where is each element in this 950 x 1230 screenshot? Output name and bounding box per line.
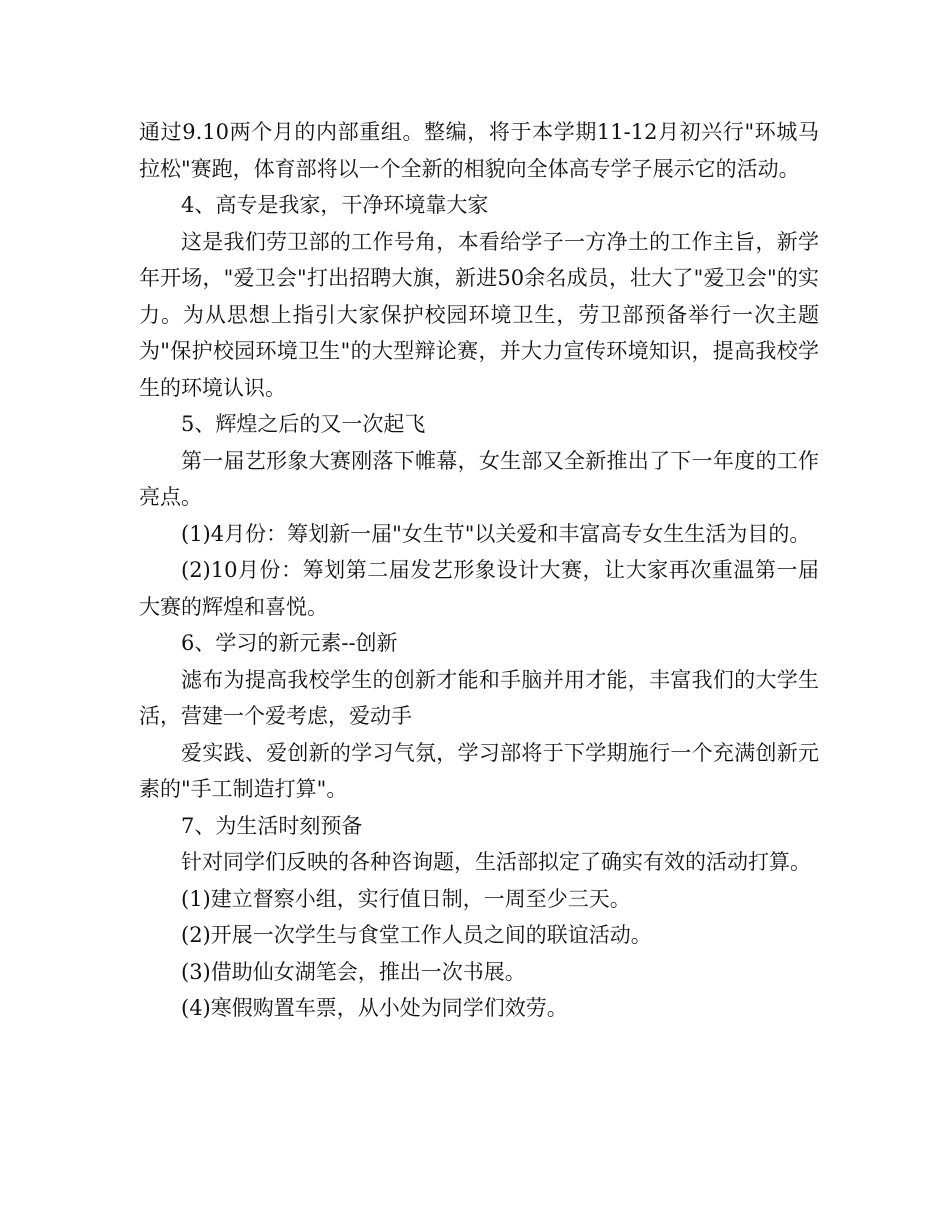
list-item: (3)借助仙女湖笔会，推出一次书展。 (181, 959, 526, 984)
list-item: (1)建立督察小组，实行值日制，一周至少三天。 (181, 886, 631, 911)
paragraph: 通过9.10两个月的内部重组。整编，将于本学期11-12月初兴行"环城马拉松"赛跑，体育部将以一个全新的相貌向全体高专学子展示它的活动。 (139, 120, 819, 181)
section-heading-4: 4、高专是我家，干净环境靠大家 (181, 193, 489, 217)
paragraph: 滤布为提高我校学生的创新才能和手脑并用才能，丰富我们的大学生活，营建一个爱考虑，爱动手 (139, 667, 819, 728)
section-heading-7: 7、为生活时刻预备 (181, 813, 363, 838)
list-item: (2)10月份：筹划第二届发艺形象设计大赛，让大家再次重温第一届大赛的辉煌和喜悦。 (139, 558, 819, 619)
list-item: (2)开展一次学生与食堂工作人员之间的联谊活动。 (181, 923, 652, 947)
section-heading-6: 6、学习的新元素--创新 (181, 631, 398, 655)
paragraph: 第一届艺形象大赛刚落下帷幕，女生部又全新推出了下一年度的工作亮点。 (139, 448, 819, 509)
paragraph: 针对同学们反映的各种咨询题，生活部拟定了确实有效的活动打算。 (181, 850, 811, 874)
list-item: (4)寒假购置车票，从小处为同学们效劳。 (181, 996, 568, 1020)
section-heading-5: 5、辉煌之后的又一次起飞 (181, 412, 426, 436)
paragraph: 这是我们劳卫部的工作号角，本看给学子一方净土的工作主旨，新学年开场，"爱卫会"打出招聘大旗，新进50余名成员，壮大了"爱卫会"的实力。为从思想上指引大家保护校园环境卫生，劳卫部预备举行一次主题为"保护校园环境卫生"的大型辩论赛，并大力宣传环境知识，提高我校学生的环境认识。 (139, 229, 819, 400)
document-body (139, 114, 819, 1027)
list-item: (1)4月份：筹划新一届"女生节"以关爱和丰富高专女生生活为目的。 (181, 521, 811, 546)
paragraph: 爱实践、爱创新的学习气氛，学习部将于下学期施行一个充满创新元素的"手工制造打算"。 (139, 740, 819, 801)
